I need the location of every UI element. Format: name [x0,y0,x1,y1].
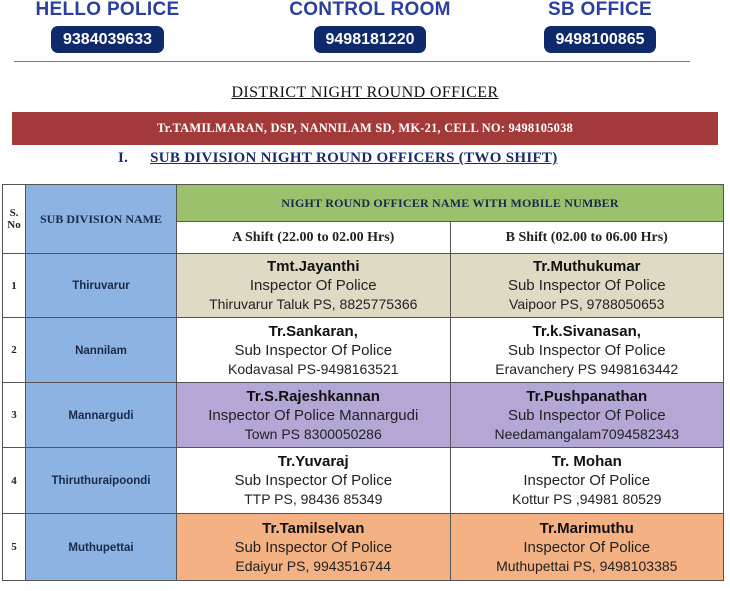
section-number: I. [118,150,129,166]
officer-station-phone: TTP PS, 98436 85349 [244,491,383,507]
officer-a-cell [177,318,451,383]
hello-police-number[interactable]: 9384039633 [51,26,164,53]
col-sno-header: S. No [3,185,26,254]
officer-name: Tr.Sankaran, [268,322,358,340]
officer-name: Tmt.Jayanthi [266,258,360,275]
contact-header [0,0,730,64]
officer-designation: Inspector Of Police [523,538,651,556]
row-sno: 2 [3,318,26,383]
table-row [3,254,724,318]
officer-a-cell [177,448,451,514]
row-sno: 5 [3,514,26,581]
officer-b-cell [450,318,724,383]
sb-office-label: SB OFFICE [547,0,653,20]
control-room-label: CONTROL ROOM [289,0,451,20]
officer-b-cell [450,448,724,514]
officer-name: Tr.Pushpanathan [526,387,648,405]
officer-designation: Inspector Of Police [523,472,651,489]
col-officer-header: NIGHT ROUND OFFICER NAME WITH MOBILE NUMBER [177,185,724,222]
officer-a-cell [177,254,451,318]
header-divider [14,61,690,62]
officer-station-phone: Town PS 8300050286 [244,425,382,442]
officer-designation: Sub Inspector Of Police [507,341,666,359]
officer-b-cell [450,383,724,448]
officer-designation: Sub Inspector Of Police [234,341,393,359]
table-row [3,383,724,448]
table-row [3,318,724,383]
row-subdivision: Muthupettai [26,514,177,581]
officer-name: Tr.Yuvaraj [277,453,349,470]
officers-table [2,184,724,581]
officer-designation: Sub Inspector Of Police [507,406,666,424]
table-row [3,448,724,514]
row-subdivision: Thiruthuraipoondi [26,448,177,514]
officer-designation: Sub Inspector Of Police [507,277,666,294]
officer-designation: Inspector Of Police [249,277,377,294]
officer-b-cell [450,514,724,581]
officer-name: Tr.S.Rajeshkannan [246,387,380,405]
shift-b-header: B Shift (02.00 to 06.00 Hrs) [450,222,724,254]
row-subdivision: Nannilam [26,318,177,383]
officer-name: Tr. Mohan [551,453,622,470]
dsp-banner: Tr.TAMILMARAN, DSP, NANNILAM SD, MK-21, CELL NO: 9498105038 [12,112,718,145]
officer-name: Tr.Muthukumar [532,258,641,275]
officer-a-cell [177,514,451,581]
officer-station-phone: Kodavasal PS-9498163521 [228,360,399,377]
sb-office-number[interactable]: 9498100865 [544,26,657,53]
hello-police-block [20,0,195,53]
row-sno: 1 [3,254,26,318]
row-sno: 4 [3,448,26,514]
sb-office-block [515,0,685,53]
district-title: DISTRICT NIGHT ROUND OFFICER [231,84,499,101]
officer-station-phone: Needamangalam7094582343 [494,425,679,442]
officer-designation: Sub Inspector Of Police [234,538,393,556]
table-row [3,514,724,581]
section-title [118,150,558,167]
control-room-number[interactable]: 9498181220 [314,26,427,53]
officer-name: Tr.Marimuthu [539,519,634,537]
officer-designation: Sub Inspector Of Police [234,472,393,489]
hello-police-label: HELLO POLICE [35,0,180,20]
officer-station-phone: Eravanchery PS 9498163442 [495,360,679,377]
row-sno: 3 [3,383,26,448]
officer-designation: Inspector Of Police Mannargudi [208,406,419,424]
officer-station-phone: Kottur PS ,94981 80529 [512,491,662,507]
officer-station-phone: Muthupettai PS, 9498103385 [496,557,678,574]
officer-station-phone: Edaiyur PS, 9943516744 [235,557,392,574]
officer-b-cell [450,254,724,318]
control-room-block [270,0,470,53]
shift-a-header: A Shift (22.00 to 02.00 Hrs) [177,222,451,254]
officer-station-phone: Vaipoor PS, 9788050653 [509,296,665,312]
row-subdivision: Thiruvarur [26,254,177,318]
officer-name: Tr.k.Sivanasan, [532,322,641,340]
officer-station-phone: Thiruvarur Taluk PS, 8825775366 [209,296,418,312]
row-subdivision: Mannargudi [26,383,177,448]
officer-name: Tr.Tamilselvan [262,519,365,537]
officer-a-cell [177,383,451,448]
col-sub-header: SUB DIVISION NAME [26,185,177,254]
section-title-text: SUB DIVISION NIGHT ROUND OFFICERS (TWO SHIFT) [150,150,558,166]
